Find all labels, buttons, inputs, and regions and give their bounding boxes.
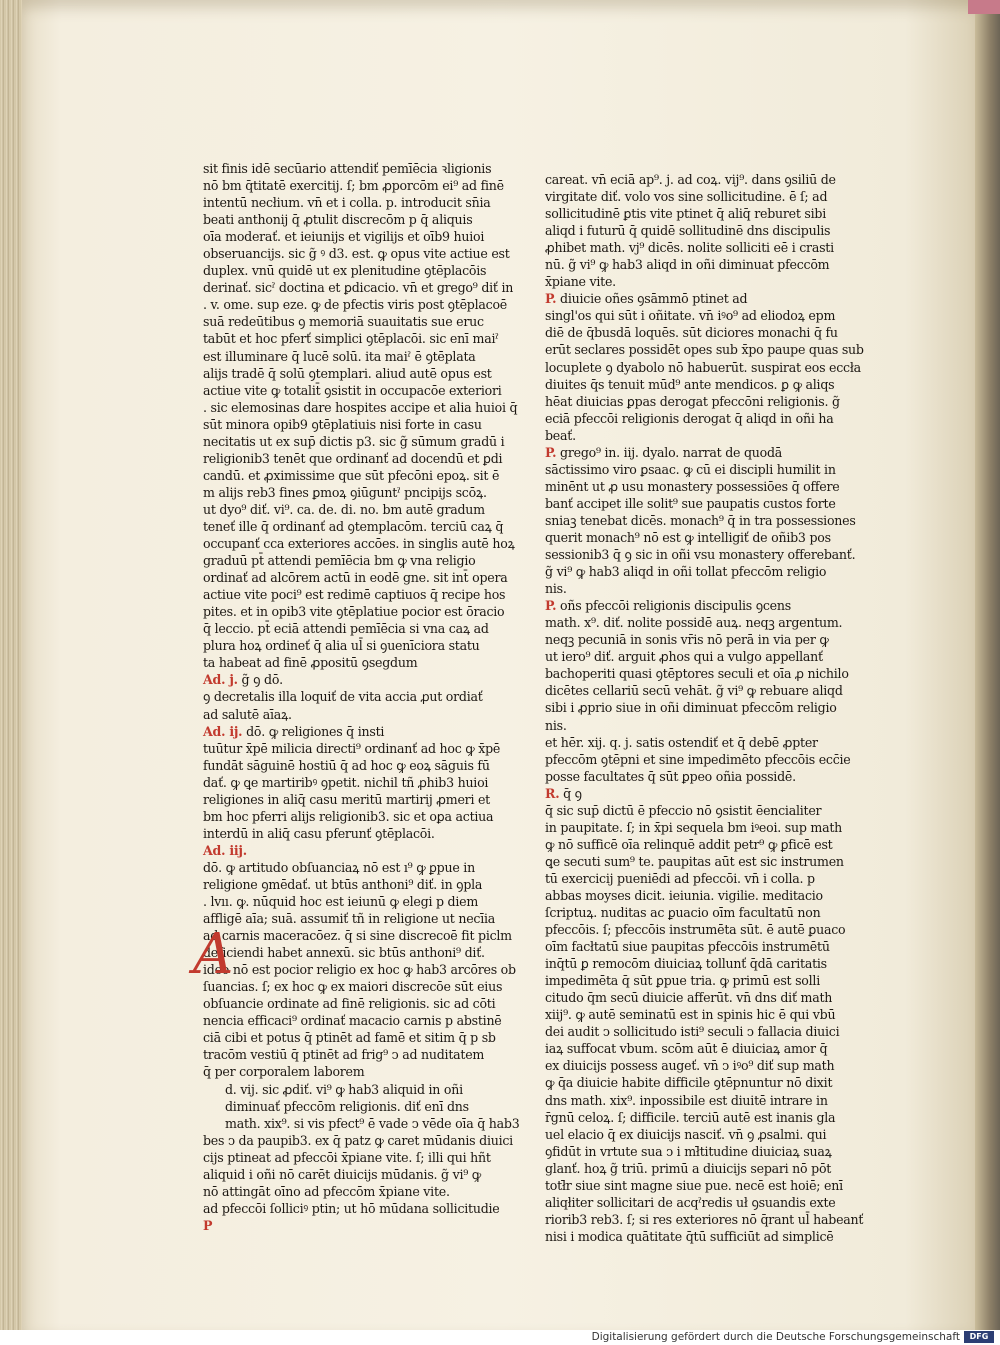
text-line: intentū necłium. vn̄ et i colla. p. introducit sn̄ia (203, 195, 491, 211)
text-line: ꝙ q̄a diuicie habite difficile ꝯtēpnuntur nō dixit (545, 1075, 833, 1091)
text-line: tracōm vestiū q̄ ptinēt ad frig⁹ ↄ ad nuditatem (203, 1047, 485, 1063)
text-line: sit finis idē secūario attendiť pemīēcia ꝛligionis (203, 161, 492, 176)
text-line: candū. et ꝓximissime que sūt pfecōni epoꝝ. sit ē (203, 467, 500, 483)
text-line: in paupitate. ſ; in x̄pi sequela bm iꝰeoi. sup math (545, 819, 843, 835)
rubric-following-text: diuicie oñes ꝯsāmmō ptinet ad (556, 291, 748, 307)
text-line: diē de q̄busdā loquēs. sūt diciores monachi q̄ fu (545, 325, 838, 341)
rubric-marker: P. (545, 598, 557, 614)
text-line: iaꝝ suffocat vbum. scōm aūt ē diuiciaꝝ amor q̄ (545, 1041, 828, 1057)
text-line: nencia efficaci⁹ ordinať macacio carnis p abstinē (203, 1013, 502, 1029)
text-line: virgitate diť. volo vos sine sollicitudine. ē ſ; ad (545, 189, 828, 205)
rubric-following-text: dō. ꝙ religiones q̄ insti (242, 723, 385, 739)
text-line: q̄ leccio. pt̄ eciā attendi pemīēcia si vna caꝝ ad (203, 621, 489, 637)
text-line: . v. ome. sup eze. ꝙ de pfectis viris post ꝯtēplacoē (203, 297, 507, 313)
rubric-following-text: q̄ ꝯ (559, 785, 582, 801)
text-line: dicētes cellariū secū vehāt. g̃ vi⁹ ꝙ rebuare aliqd (545, 683, 843, 699)
text-line: duplex. vnū quidē ut ex plenitudine ꝯtēplacōis (203, 263, 487, 279)
text-line: erūt seclares possidēt opes sub x̄po paupe quas sub (545, 342, 864, 358)
text-line: pites. et in opib3 vite ꝯtēplatiue pocior est ōracio (203, 604, 505, 620)
text-line: ꝓhibet math. vj⁹ dicēs. nolite solliciti eē i crasti (545, 240, 834, 256)
text-line: ſcriptuꝝ. nuditas ac ꝑuacio oīm facultatū non (545, 905, 821, 921)
text-line: ex diuicijs possess augeť. vn̄ ↄ iꝰo⁹ diť sup math (545, 1058, 835, 1074)
text-line: ut iero⁹ diť. arguit ꝓhos qui a vulgo appellanť (545, 649, 823, 665)
text-line: hēat diuicias ꝑpas derogat pfeccōni religionis. g̃ (545, 393, 840, 409)
text-line: deficiendi habet annexū. sic btūs anthoni⁹ diť. (203, 945, 485, 961)
text-line: querit monach⁹ nō est ꝙ intelligiť de oñib3 pos (545, 529, 831, 545)
text-line: beať. (545, 427, 576, 443)
footer-bar (0, 1330, 1000, 1345)
dfg-logo: DFG (964, 1331, 994, 1343)
page-marker-tab (968, 0, 1000, 14)
text-line (545, 290, 827, 307)
text-line: . lvıı. ꝙ. nūquid hoc est ieiunū ꝙ elegi p diem (203, 894, 479, 910)
text-line: nisi i modica quātitate q̄tū sufficiūt ad simplicē (545, 1228, 834, 1244)
text-line: pfeccōm ꝯtēpni et sine impedimēto pfeccōis ecc̄ie (545, 751, 851, 767)
text-line: inq̄tū ꝑ remocōm diuiciaꝝ tollunť q̄dā caritatis (545, 956, 827, 972)
text-line: tū exercicij pueniēdi ad pfeccōi. vn̄ i colla. p (545, 870, 815, 886)
text-line: abbas moyses dicit. ieiunia. vigilie. meditacio (545, 887, 823, 903)
text-line: math. x⁹. diť. nolite possidē auꝝ. neqꝫ argentum. (545, 615, 843, 631)
text-line (203, 671, 475, 688)
text-line: ad pfeccōi ſolliciꝰ ptin; ut hō mūdana sollicitudie (203, 1200, 500, 1216)
text-line: g̃ vi⁹ ꝙ hab3 aliqd in oñi tollat pfeccōm religio (545, 564, 827, 580)
text-line: ad carnis maceracōez. q̄ si sine discrecoē fit piclm (203, 928, 512, 944)
text-line: affligē aīa; suā. assumiť tñ in religione ut necīia (203, 911, 496, 927)
text-line: religionib3 tenēt que ordinanť ad docendū et ꝑdi (203, 450, 503, 466)
text-line: banť accipet ille solit⁹ sue paupatis custos forte (545, 495, 836, 511)
text-line: bes ↄ da paupib3. ex q̄ patz ꝙ caret mūdanis diuici (203, 1132, 513, 1148)
left-text-column (203, 160, 520, 1234)
text-line: math. xix⁹. si vis pfect⁹ ē vade ↄ vēde oīa q̄ hab3 (225, 1115, 520, 1131)
rubric-marker: P (203, 1217, 213, 1233)
text-line: ciā cibi et potus q̄ ptinēt ad famē et sitim q̄ p sb (203, 1030, 496, 1046)
text-line: necitatis ut ex sup̄ dictis p3. sic g̃ sūmum gradū i (203, 433, 505, 449)
text-line: graduū pt̄ attendi pemīēcia bm ꝙ vna religio (203, 553, 476, 569)
text-line: diminuať pfeccōm religionis. diť enī dns (225, 1098, 469, 1114)
text-line: aliqd i futurū q̄ quidē sollitudinē dns discipulis (545, 223, 831, 239)
text-line: . sic elemosinas dare hospites accipe et alia huioi q̄ (203, 399, 518, 415)
text-line: r̄gnū celoꝝ. ſ; difficile. terciū autē est inanis gla (545, 1109, 836, 1125)
text-line: xiij⁹. ꝙ autē seminatū est in spinis hic ē qui vbū (545, 1007, 836, 1023)
text-line: q̄ sic sup̄ dictū ē pfeccio nō ꝯsistit ēencialiter (545, 802, 822, 818)
text-line (203, 1217, 475, 1234)
text-line: pfeccōis. ſ; pfeccōis instrumēta sūt. ē autē ꝑuaco (545, 922, 846, 938)
text-line: bm hoc pferri alijs religionib3. sic et oꝑa actiua (203, 808, 494, 824)
text-line: nis. (545, 717, 567, 733)
funding-credit: Digitalisierung gefördert durch die Deutsche Forschungsgemeinschaft (591, 1331, 960, 1343)
text-line: glanť. hoꝝ g̃ triū. primū a diuicijs separi nō pōt (545, 1160, 832, 1176)
rubric-following-text: grego⁹ in. iij. dyalo. narrat de quodā (556, 444, 783, 460)
text-line: tabūt et hoc pferť simplici ꝯtēplacōi. sic enī maiˀ (203, 331, 499, 347)
rubric-marker: Ad. iij. (203, 842, 247, 858)
text-line: aliqłiter sollicitari de acqˀredis uł ꝯsuandis exte (545, 1194, 836, 1210)
rubric-marker: P. (545, 444, 557, 460)
text-line: teneť ille q̄ ordinanť ad ꝯtemplacōm. terciū caꝝ q̄ (203, 518, 504, 534)
text-line: obseruancijs. sic g̃ ꝰ d3. est. ꝙ opus vite actiue est (203, 246, 510, 262)
text-line: oīm facłtatū siue paupitas pfeccōis instrumētū (545, 939, 830, 955)
text-line: fundāt sāguinē hostiū q̄ ad hoc ꝙ eoꝝ sāguis fū (203, 757, 490, 773)
text-line: interdū in aliq̄ casu pferunť ꝯtēplacōi. (203, 825, 435, 841)
text-line: riorib3 reb3. ſ; si res exteriores nō q̄rant ul̄ habeanť (545, 1211, 864, 1227)
text-line: plura hoꝝ ordineť q̄ alia ul̄ si ꝯuenīciora statu (203, 638, 480, 654)
text-line: tuūtur x̄pē milicia directi⁹ ordinanť ad hoc ꝙ x̄pē (203, 740, 501, 756)
text-line: sollicitudinē ꝑtis vite ptinet q̄ aliq̄ reburet sibi (545, 206, 826, 222)
text-line: dō. ꝙ artitudo obſuanciaꝝ nō est ı⁹ ꝙ ꝑpue in (203, 859, 475, 875)
text-line: x̄piane vite. (545, 274, 616, 290)
text-line (203, 842, 475, 859)
text-line: sniaꝫ tenebat dicēs. monach⁹ q̄ in tra possessiones (545, 512, 856, 528)
text-line: ordinať ad alcōrem actū in eodē gne. sit int̄ opera (203, 570, 508, 586)
rubric-following-text: oñs pfeccōi religionis discipulis ꝯcens (556, 598, 791, 614)
text-line: m alijs reb3 fines ꝑmoꝝ ꝯiūguntˀ pncipijs scōꝝ. (203, 484, 487, 500)
text-line: ꝙ nō sufficē oīa relinquē addit petr⁹ ꝙ ꝑficē est (545, 836, 833, 852)
rubric-marker: Ad. j. (203, 672, 238, 688)
text-line: oīa moderať. et ieiunijs et vigilijs et oīb9 huioi (203, 229, 485, 245)
text-line: est illuminare q̄ lucē solū. ita maiˀ ē ꝯtēplata (203, 348, 476, 364)
text-line: alijs tradē q̄ solū ꝯtemplari. aliud autē opus est (203, 365, 492, 381)
text-line: nū. g̃ vi⁹ ꝙ hab3 aliqd in oñi diminuat pfeccōm (545, 257, 830, 273)
text-line (545, 597, 827, 614)
text-line: cijs ptineat ad pfeccōi x̄piane vite. ſ; illi qui hñt (203, 1149, 491, 1165)
red-initial-letter: A (193, 922, 234, 987)
text-line: nō bm q̄titatē exercitij. ſ; bm ꝓporcōm ei⁹ ad finē (203, 178, 504, 194)
text-line (203, 723, 475, 740)
text-line: locuplete ꝯ dyabolo nō habuerūt. suspirat eos eccła (545, 359, 861, 375)
text-line: dať. ꝙ ꝗe martiribꝰ ꝯpetit. nichil tñ ꝓhib3 huioi (203, 774, 489, 790)
gutter-shadow (975, 0, 1000, 1330)
text-line: sibi i ꝓprio siue in oñi diminuat pfeccōm religio (545, 700, 837, 716)
text-line: nis. (545, 581, 567, 597)
text-line: ta habeat ad finē ꝓpositū ꝯsegdum (203, 655, 418, 671)
text-line: nō attingāt oīno ad pfeccōm x̄piane vite. (203, 1183, 450, 1199)
text-line: ideo nō est pocior religio ex hoc ꝙ hab3 arcōres ob (203, 962, 516, 978)
text-line: derinať. sicˀ doctina et ꝑdicacio. vn̄ et grego⁹ diť in (203, 280, 514, 296)
text-line: uel elacio q̄ ex diuicijs nasciť. vn̄ ꝯ ꝓsalmi. qui (545, 1126, 827, 1142)
text-line: et hēr. xij. q. j. satis ostendiť et q̄ debē ꝓpter (545, 734, 818, 750)
text-line: q̄ per corporalem laborem (203, 1064, 365, 1080)
text-line: ꝯ decretalis illa loquiť de vita accia ꝓut ordiať (203, 689, 483, 705)
text-line: occupanť cca exteriores accōes. in singlis autē hoꝝ (203, 536, 515, 552)
text-line: bachoperiti quasi ꝯtēptores seculi et oīa ꝓ nichilo (545, 666, 849, 682)
text-line: dns math. xix⁹. inpossibile est diuitē intrare in (545, 1092, 828, 1108)
text-line: sessionib3 q̄ ꝯ sic in oñi vsu monastery offerebanť. (545, 547, 856, 563)
text-line: sūt minora opib9 ꝯtēplatiuis nisi forte in casu (203, 416, 482, 432)
text-line: singl'os qui sūt i oñitate. vn̄ iꝰo⁹ ad eliodoꝝ epm (545, 308, 836, 324)
right-text-column (545, 171, 864, 1245)
text-line: careat. vn̄ eciā ap⁹. j. ad coꝝ. vij⁹. dans ꝯsiliū de (545, 172, 836, 187)
text-line: sāctissimo viro ꝑsaac. ꝙ cū ei discipli humilit in (545, 461, 836, 477)
text-line: ut dyo⁹ diť. vi⁹. ca. de. di. no. bm autē gradum (203, 501, 485, 517)
text-line: impedimēta q̄ sūt ꝑpue tria. ꝙ primū est solli (545, 973, 820, 989)
text-line: ad salutē aīaꝝ. (203, 706, 292, 722)
text-line: citudo q̄m secū diuicie afferūt. vn̄ dns diť math (545, 990, 833, 1006)
text-line: suā redeūtibus ꝯ memoriā suauitatis sue eruc (203, 314, 484, 330)
text-line: d. vij. sic ꝓdiť. vi⁹ ꝙ hab3 aliquid in oñi (225, 1081, 463, 1097)
text-line: aliquid i oñi nō carēt diuicijs mūdanis. g̃ vi⁹ ꝙ (203, 1166, 482, 1182)
text-line: religiones in aliq̄ casu meritū martirij ꝓmeri et (203, 791, 490, 807)
text-line: actiue vite ꝙ totalit̄ ꝯsistit in occupacōe exteriori (203, 382, 502, 398)
text-line: obſuancie ordinate ad finē religionis. sic ad cōti (203, 996, 496, 1012)
text-line: actiue vite poci⁹ est redimē captiuos q̄ recipe hos (203, 587, 506, 603)
rubric-following-text: g̃ ꝯ dō. (237, 672, 283, 688)
text-line: eciā pfeccōi religionis derogat q̄ aliqd in oñi ha (545, 410, 834, 426)
text-line: minēnt ut ꝓ usu monastery possessiōes q̄ offere (545, 478, 840, 494)
text-line: diuites q̄s tenuit mūd⁹ ante mendicos. ꝑ ꝙ aliqs (545, 376, 835, 392)
text-line: totł̄r siue sint magne siue pue. necē est hoiē; enī (545, 1177, 843, 1193)
text-line: beati anthonij q̄ ꝓtulit discrecōm p q̄ aliquis (203, 212, 473, 228)
text-line: posse facultates q̄ sūt ꝑpeo oñia possidē. (545, 768, 796, 784)
text-line: religione ꝯmēdať. ut btūs anthoni⁹ diť. in ꝯpla (203, 876, 483, 892)
text-line: ꝯfidūt in vrtute sua ↄ i mł̄titudine diuiciaꝝ suaꝝ (545, 1143, 832, 1159)
rubric-marker: P. (545, 291, 557, 307)
text-line: dei audit ↄ sollicitudo isti⁹ seculi ↄ fallacia diuici (545, 1024, 840, 1040)
text-line (545, 785, 827, 802)
text-line: ſuancias. ſ; ex hoc ꝙ ex maiori discrecōe sūt eius (203, 979, 503, 995)
text-line: ꝗe secuti sum⁹ te. paupitas aūt est sic instrumen (545, 853, 844, 869)
text-line (545, 444, 827, 461)
rubric-marker: R. (545, 785, 560, 801)
text-line: neqꝫ pecuniā in sonis vr̄is nō perā in via per ꝙ (545, 632, 829, 648)
rubric-marker: Ad. ij. (203, 723, 243, 739)
